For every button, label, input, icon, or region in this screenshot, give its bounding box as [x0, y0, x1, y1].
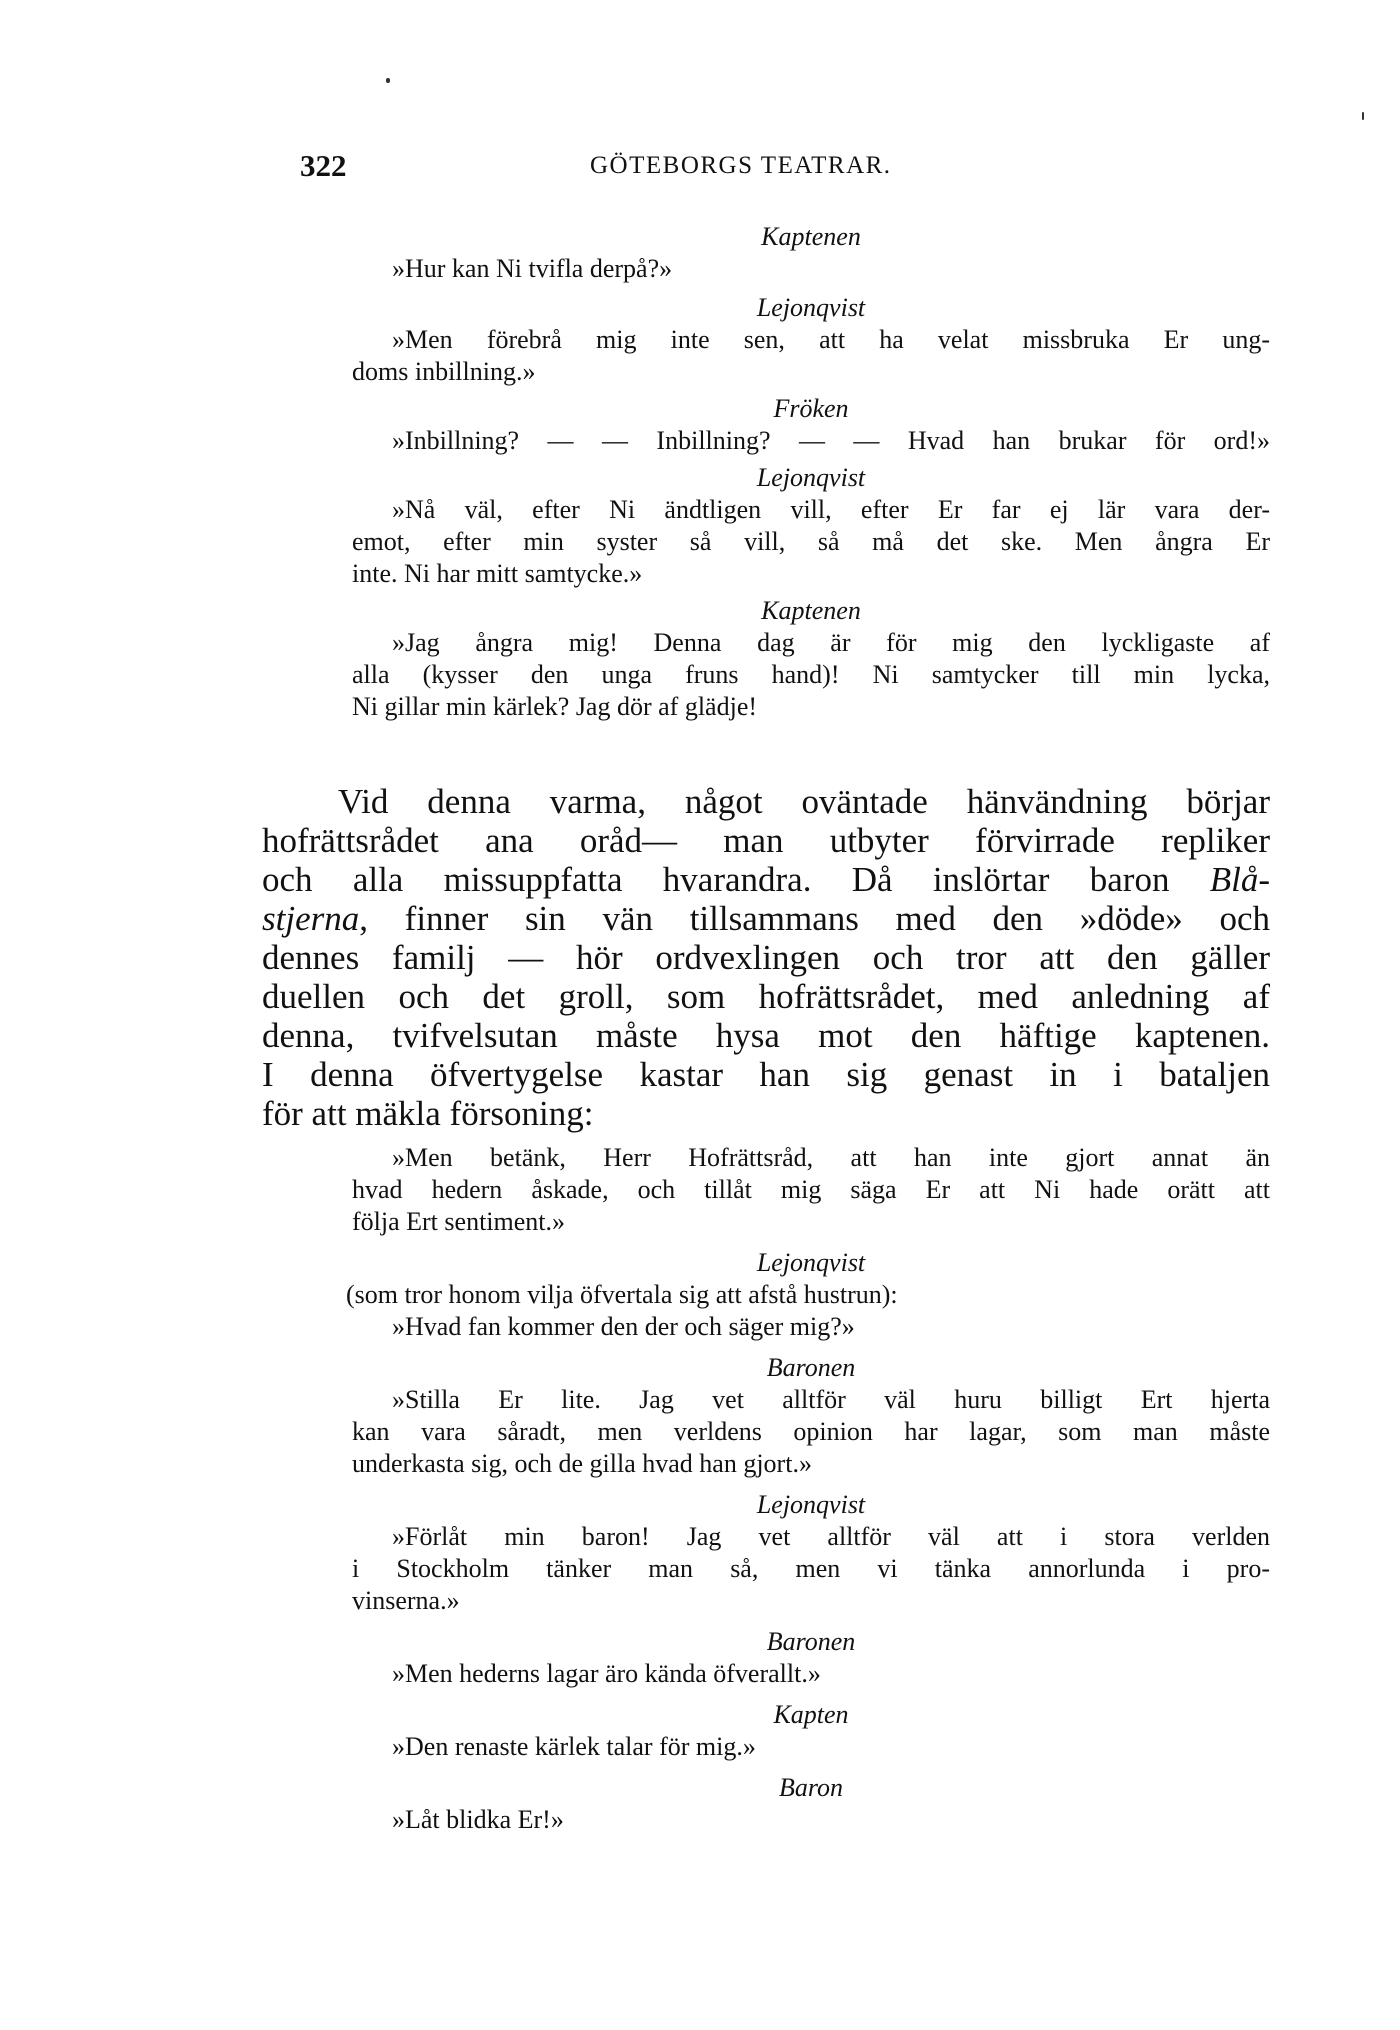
stage-direction: (som tror honom vilja öfvertala sig att afstå hustrun):: [346, 1280, 898, 1309]
speech-line: »Inbillning? — — Inbillning? — — Hvad han brukar för ord!»: [392, 426, 1270, 455]
speech-line: »Den renaste kärlek talar för mig.»: [392, 1732, 756, 1761]
speech-line: »Förlåt min baron! Jag vet alltför väl att i stora verlden: [392, 1522, 1270, 1551]
speech-5: [352, 594, 1270, 723]
speaker-name: Kaptenen: [761, 222, 861, 251]
narrative-line: och alla missuppfatta hvarandra. Då inslörtar baron Blå-: [262, 860, 1270, 899]
speaker-name: Lejonqvist: [756, 1490, 866, 1519]
speaker-name: Baronen: [766, 1353, 856, 1382]
speech-line: »Låt blidka Er!»: [392, 1805, 564, 1834]
speech-line: »Hvad fan kommer den der och säger mig?»: [392, 1312, 855, 1341]
speech-10: [352, 1698, 1270, 1763]
speech-line: »Men betänk, Herr Hofrättsråd, att han inte gjort annat än: [392, 1143, 1270, 1172]
print-speck: [386, 78, 390, 83]
speaker-name: Fröken: [773, 394, 849, 423]
speech-line: »Men hederns lagar äro kända öfverallt.»: [392, 1659, 821, 1688]
speech-line: »Men förebrå mig inte sen, att ha velat missbruka Er ung-: [392, 325, 1270, 354]
speech-line: Ni gillar min kärlek? Jag dör af glädje!: [352, 692, 758, 721]
speech-line: »Nå väl, efter Ni ändtligen vill, efter Er far ej lär vara der-: [392, 495, 1270, 524]
speaker-name: Lejonqvist: [756, 463, 866, 492]
speech-line: »Jag ångra mig! Denna dag är för mig den lyckligaste af: [392, 628, 1270, 657]
page-number: 322: [300, 148, 347, 183]
narrative-line: stjerna, finner sin vän tillsammans med den »döde» och: [262, 899, 1270, 938]
speaker-name: Lejonqvist: [756, 1248, 866, 1277]
speech-3: [352, 392, 1270, 457]
dialogue-bottom: [346, 1142, 1270, 1836]
speech-line: inte. Ni har mitt samtycke.»: [352, 559, 643, 588]
speech-11: [352, 1771, 1270, 1836]
speech-line: emot, efter min syster så vill, så må det ske. Men ångra Er: [352, 527, 1270, 556]
speaker-name: Baron: [778, 1773, 844, 1802]
speech-1: [352, 220, 1270, 285]
page-header: [300, 148, 1260, 188]
speech-2: [352, 291, 1270, 388]
narrative-line: denna, tvifvelsutan måste hysa mot den häftige kaptenen.: [262, 1016, 1270, 1055]
speaker-name: Lejonqvist: [756, 293, 866, 322]
narrative-line: Vid denna varma, något oväntade hänvändning börjar: [338, 782, 1270, 821]
speech-9: [352, 1625, 1270, 1690]
speech-opening: [352, 1142, 1270, 1238]
speech-line: underkasta sig, och de gilla hvad han gjort.»: [352, 1449, 812, 1478]
narrative-line: för att mäkla försoning:: [262, 1094, 594, 1133]
running-title: GÖTEBORGS TEATRAR.: [590, 152, 892, 179]
speech-7: [352, 1351, 1270, 1480]
speech-6: [346, 1246, 1270, 1343]
speech-line: kan vara såradt, men verldens opinion har lagar, som man måste: [352, 1417, 1270, 1446]
speech-line: alla (kysser den unga fruns hand)! Ni samtycker till min lycka,: [352, 660, 1270, 689]
narrative-paragraph: [262, 782, 1270, 1133]
narrative-line: I denna öfvertygelse kastar han sig genast in i bataljen: [262, 1055, 1270, 1094]
narrative-line: duellen och det groll, som hofrättsrådet, med anledning af: [262, 977, 1270, 1016]
speech-line: i Stockholm tänker man så, men vi tänka annorlunda i pro-: [352, 1554, 1270, 1583]
speaker-name: Baronen: [766, 1627, 856, 1656]
speech-line: följa Ert sentiment.»: [352, 1207, 566, 1236]
print-speck: [1362, 112, 1364, 120]
narrative-line: hofrättsrådet ana oråd— man utbyter förvirrade repliker: [262, 821, 1270, 860]
speech-line: doms inbillning.»: [352, 357, 536, 386]
speaker-name: Kaptenen: [761, 596, 861, 625]
speech-4: [352, 461, 1270, 590]
speaker-name: Kapten: [773, 1700, 849, 1729]
speech-line: »Stilla Er lite. Jag vet alltför väl huru billigt Ert hjerta: [392, 1385, 1270, 1414]
speech-8: [352, 1488, 1270, 1617]
narrative-line: dennes familj — hör ordvexlingen och tror att den gäller: [262, 938, 1270, 977]
dialogue-top: [352, 220, 1270, 723]
speech-line: hvad hedern åskade, och tillåt mig säga Er att Ni hade orätt att: [352, 1175, 1270, 1204]
speech-line: vinserna.»: [352, 1586, 460, 1615]
speech-line: »Hur kan Ni tvifla derpå?»: [392, 254, 673, 283]
